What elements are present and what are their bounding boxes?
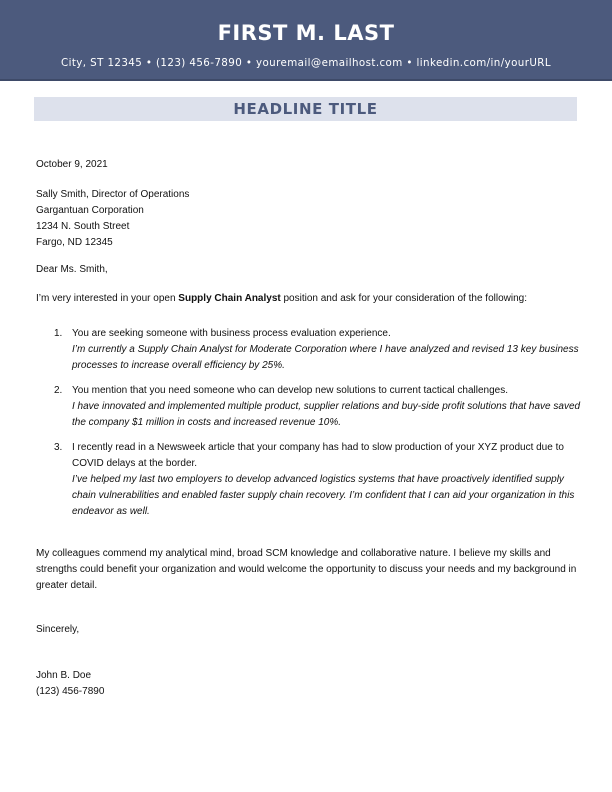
list-item [36,383,581,431]
employer-need: You are seeking someone with business process evaluation experience. [72,328,391,339]
list-number: 1. [54,328,63,339]
recipient-line: Fargo, ND 12345 [36,237,113,248]
headline-title: HEADLINE TITLE [233,100,378,118]
contact-line: City, ST 12345 • (123) 456-7890 • youremail@emailhost.com • linkedin.com/in/yourURL [61,57,551,69]
employer-need: You mention that you need someone who can develop new solutions to current tactical challenges. [72,385,509,396]
list-number: 3. [54,442,63,453]
recipient-block [36,187,581,251]
list-item [36,440,581,520]
intro-text: I’m very interested in your open [36,293,179,304]
recipient-line: 1234 N. South Street [36,221,130,232]
achievement: I’ve helped my last two employers to develop advanced logistics systems that have proactively identified supply chain vulnerabilities and enabled faster supply chain recovery. I’m confident that I can aid your organization in this endeavor as well. [72,474,575,517]
achievement: I have innovated and implemented multiple product, supplier relations and buy-side profit solutions that have saved the company $1 million in costs and increased revenue 10%. [72,401,581,428]
signature-phone: (123) 456-7890 [36,686,105,697]
header-banner [0,0,612,81]
intro-paragraph [36,291,581,307]
recipient-line: Gargantuan Corporation [36,205,144,216]
intro-text: position and ask for your consideration of the following: [280,293,527,304]
closing-paragraph: My colleagues commend my analytical mind, broad SCM knowledge and collaborative nature. I believe my skills and strengths could benefit your organization and would welcome the opportunity to discuss your needs and my background in greater detail. [36,548,577,591]
salutation: Dear Ms. Smith, [36,264,108,275]
applicant-name: FIRST M. LAST [217,21,395,45]
achievement: I’m currently a Supply Chain Analyst for Moderate Corporation where I have analyzed and revised 13 key business processes to increase overall efficiency by 25%. [72,344,579,371]
qualification-list [36,326,581,529]
recipient-line: Sally Smith, Director of Operations [36,189,190,200]
employer-need: I recently read in a Newsweek article that your company has had to slow production of your XYZ product due to COVID delays at the border. [72,442,564,469]
list-number: 2. [54,385,63,396]
sign-off: Sincerely, [36,624,80,635]
list-item [36,326,581,374]
signature-name: John B. Doe [36,670,92,681]
letter-date: October 9, 2021 [36,159,108,170]
signature-block [36,668,581,700]
headline-bar [34,97,577,121]
position-title: Supply Chain Analyst [178,293,281,304]
